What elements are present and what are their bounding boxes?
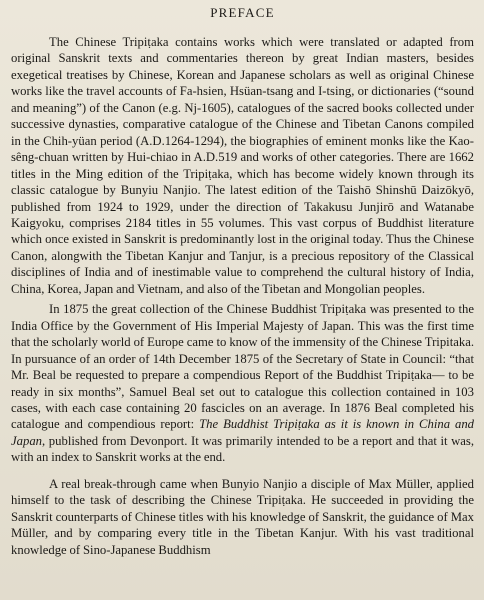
paragraph-2	[11, 301, 474, 466]
paragraph-2-text-b: , published from Devonport. It was primarily intended to be a report and that it was, with an index to Sanskrit works at the end.	[11, 433, 474, 465]
paragraph-1-text: The Chinese Tripiṭaka contains works which were translated or adapted from original Sanskrit texts and commentaries thereon by great Indian masters, besides exegetical treatises by Chinese, Korean and Japanese scholars as well as original Chinese works like the travel accounts of Fa-hsien, Hsüan-tsang and I-tsing, or dictionaries (“sound and meaning”) of the Canon (e.g. Nj-1605), catalogues of the sacred books collected under successive dynasties, comparative catalogue of the Chinese and Tibetan Canons compiled in the Chih-yüan period (A.D.1264-1294), the biographies of eminent monks like the Kao-sêng-chuan written by Hui-chiao in A.D.519 and works of other categories. There are 1662 titles in the Ming edition of the Tripiṭaka, which has become widely known through its classic catalogue by Bunyiu Nanjio. The latest edition of the Taishō Shinshū Daizōkyō, published from 1924 to 1929, under the direction of Takakusu Junjirō and Watanabe Kaigyoku, comprises 2184 titles in 55 volumes. This vast corpus of Buddhist literature which once existed in Sanskrit is predominantly lost in the original today. Thus the Chinese Canon, alongwith the Tibetan Kanjur and Tanjur, is a precious repository of the Classical disciplines of India and of inestimable value to comprehend the cultural history of India, China, Korea, Japan and Vietnam, and also of the Tibetan and Mongolian peoples.	[11, 35, 474, 296]
paragraph-2-text-a: In 1875 the great collection of the Chinese Buddhist Tripiṭaka was presented to the India Office by the Government of His Imperial Majesty of Japan. This was the first time that the scholarly world of Europe came to know of the immensity of the Chinese Tripitaka. In pursuance of an order of 14th December 1875 of the Secretary of State in Council: “that Mr. Beal be requested to prepare a compendious Report of the Buddhist Tripiṭaka— to be ready in six months”, Samuel Beal set out to catalogue this collection contained in 103 cases, with each case containing 20 fascicles on an average. In 1876 Beal completed his catalogue and compendious report:	[11, 302, 474, 432]
book-title-italic: The Buddhist Tripiṭaka as it is known in China and Japan	[11, 417, 475, 448]
paragraph-3	[11, 476, 474, 558]
paragraph-1	[11, 34, 474, 297]
page-title: PREFACE	[210, 5, 275, 20]
paragraph-3-text: A real break-through came when Bunyio Nanjio a disciple of Max Müller, applied himself to the task of describing the Chinese Tripiṭaka. He succeeded in providing the Sanskrit counterparts of Chinese titles with his knowledge of Sanskrit, the guidance of Max Müller, and by comparing every title in the Tibetan Kanjur. With his vast traditional knowledge of Sino-Japanese Buddhism	[11, 476, 474, 557]
